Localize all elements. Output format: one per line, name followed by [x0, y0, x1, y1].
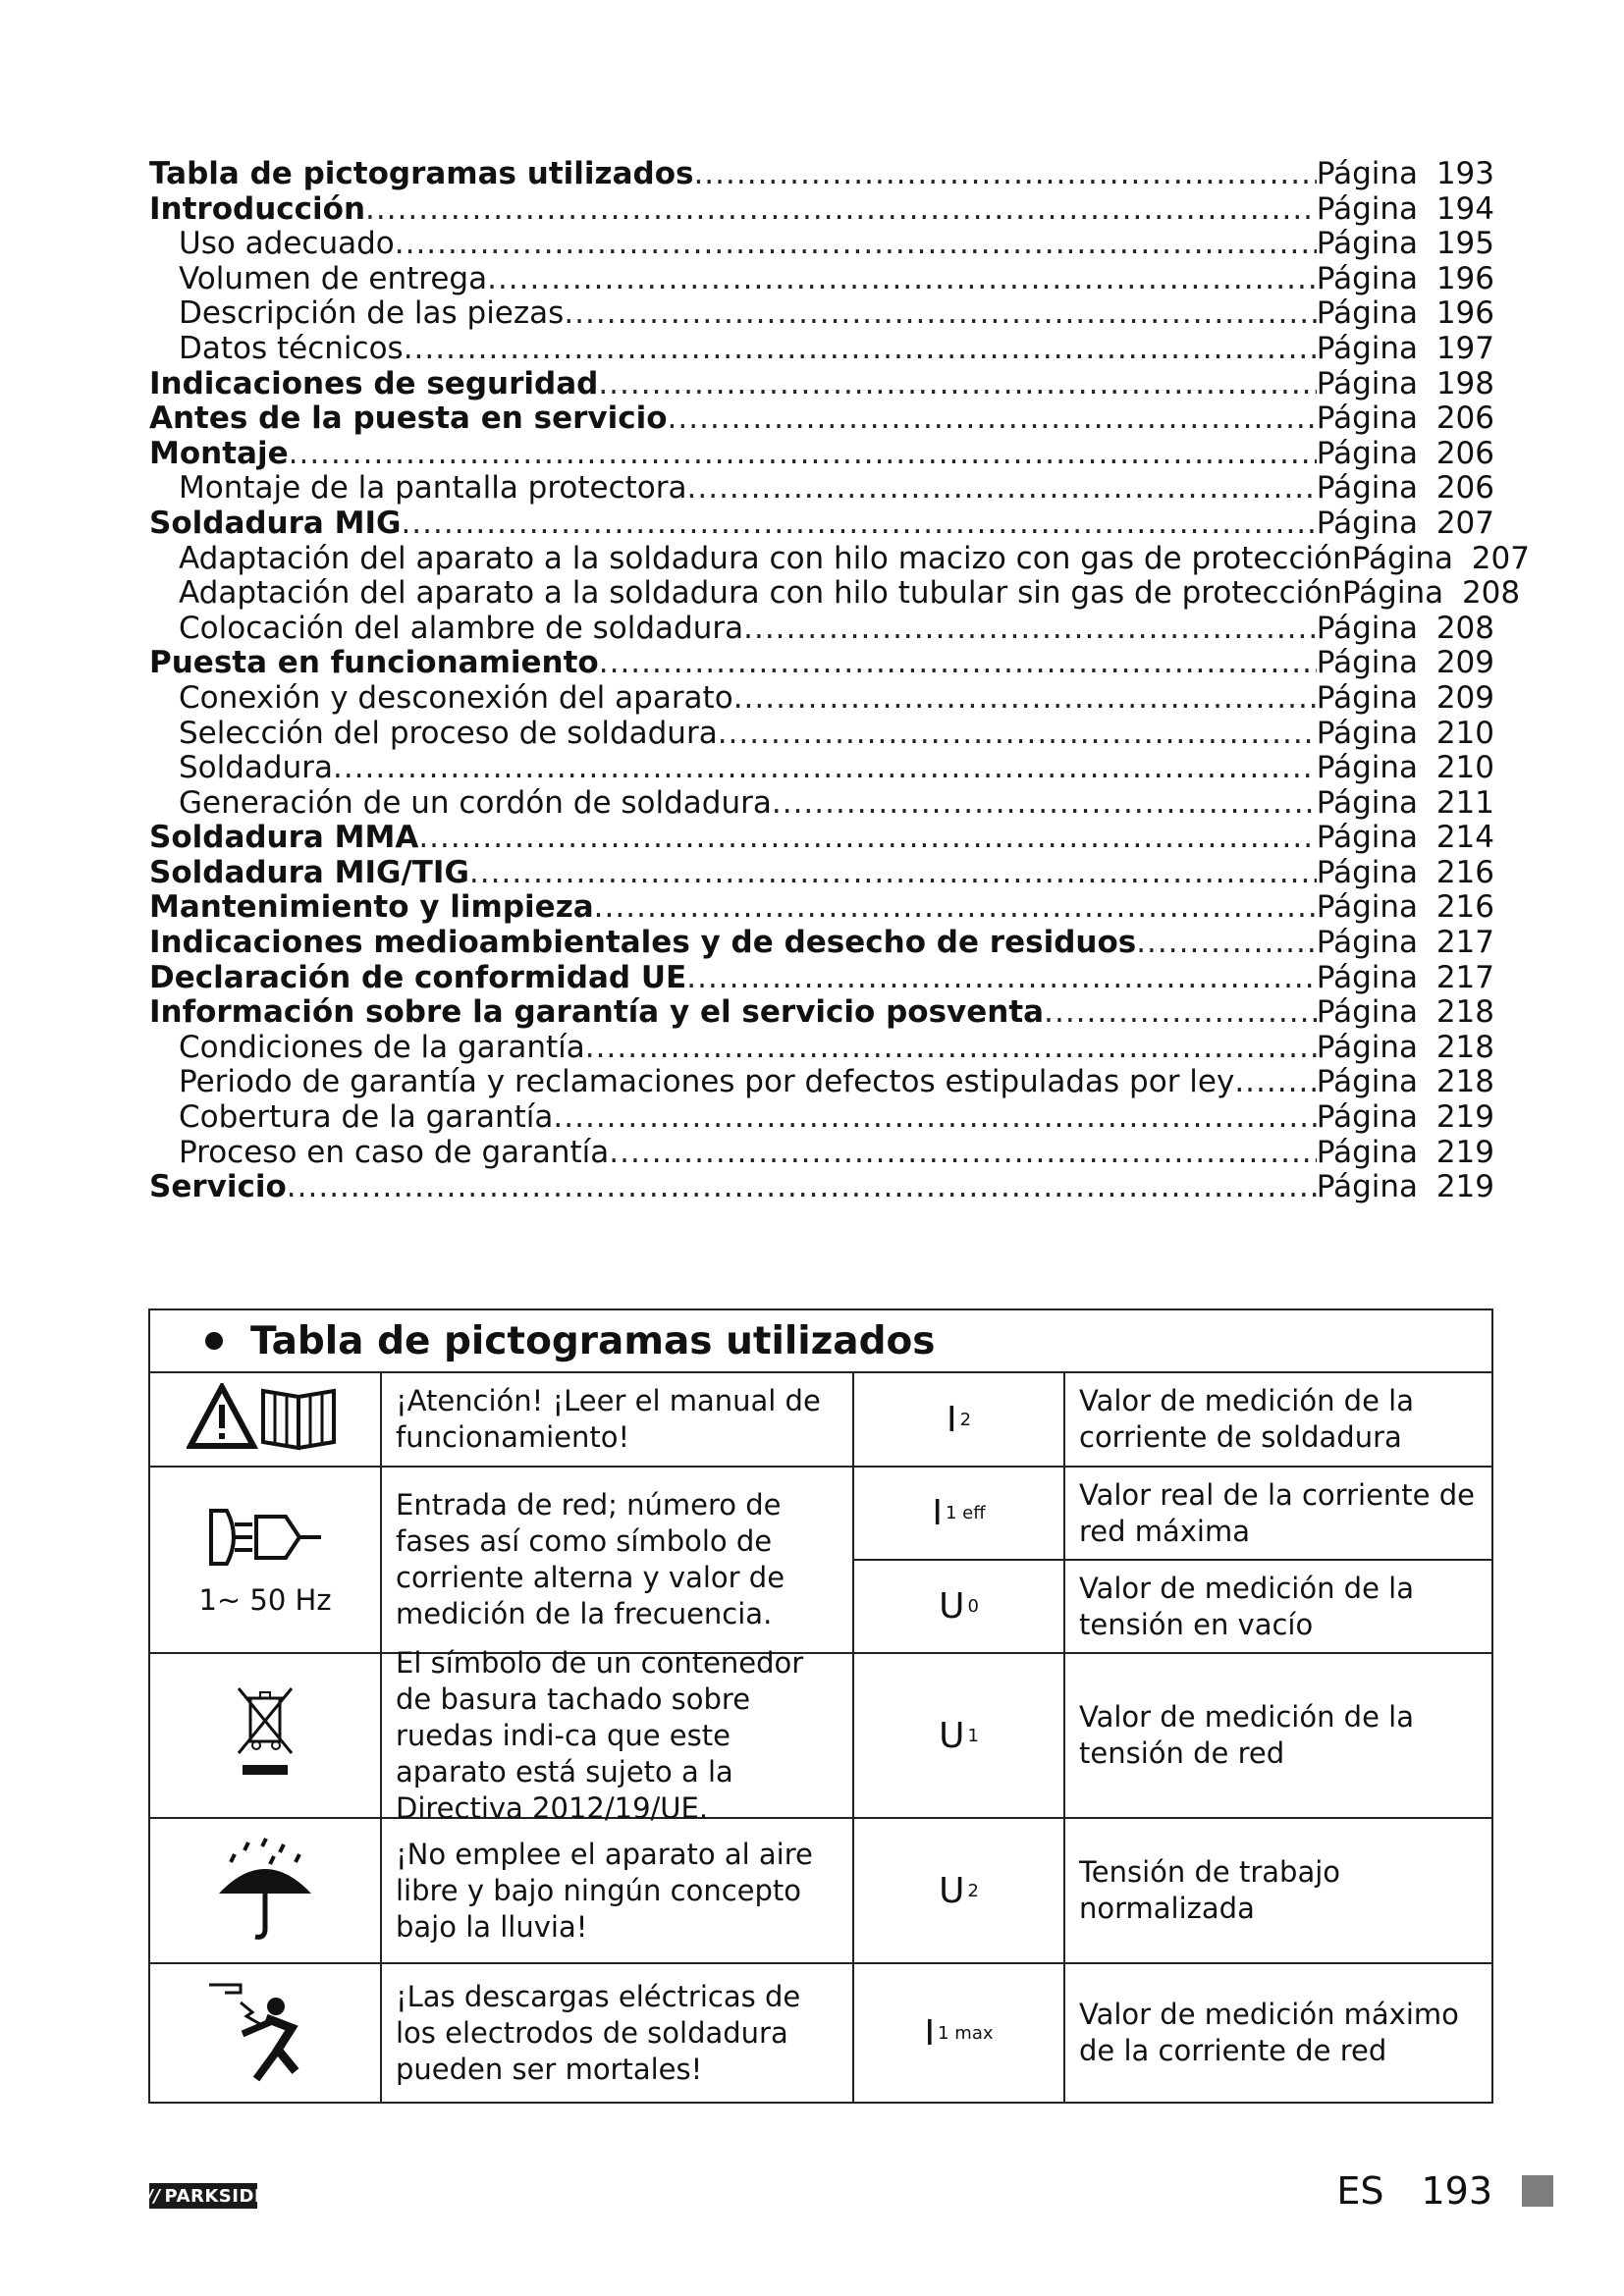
pictogram-row [150, 1964, 1491, 2102]
pictogram-table [148, 1308, 1493, 2104]
toc-page-word: Página [1316, 959, 1418, 995]
toc-entry [149, 786, 1494, 822]
toc-page-number: 195 [1435, 226, 1494, 262]
toc-page-word: Página [1316, 400, 1418, 437]
toc-leader-dots [1234, 1065, 1316, 1100]
toc-page-number: 196 [1435, 260, 1494, 296]
toc-leader-dots [1044, 995, 1317, 1031]
toc-entry [149, 192, 1494, 228]
toc-entry-label: Soldadura [179, 750, 333, 786]
symbol-column [854, 1468, 1491, 1652]
pictogram-description: ¡Atención! ¡Leer el manual de funcionamiento! [382, 1373, 854, 1466]
toc-page-word: Página [1316, 226, 1418, 262]
toc-leader-dots [333, 751, 1317, 786]
toc-page-number: 211 [1435, 784, 1494, 821]
electrical-symbol: I 1 eff [854, 1468, 1065, 1559]
symbol-row [854, 1964, 1491, 2102]
toc-page-word: Página [1316, 295, 1418, 332]
toc-page-word: Página [1316, 505, 1418, 541]
language-code: ES [1336, 2169, 1384, 2213]
toc-entry-label: Mantenimiento y limpieza [149, 889, 594, 926]
toc-page-word: Página [1316, 260, 1418, 296]
parkside-logo: /// PARKSIDE [149, 2183, 257, 2209]
toc-entry-label: Volumen de entrega [179, 260, 488, 296]
electrical-symbol: U 0 [854, 1561, 1065, 1652]
toc-page-word: Página [1316, 610, 1418, 646]
toc-entry-label: Montaje [149, 435, 289, 471]
toc-entry-label: Soldadura MIG/TIG [149, 854, 469, 890]
symbol-description: Valor real de la corriente de red máxima [1079, 1477, 1475, 1548]
toc-page-number: 219 [1435, 1169, 1494, 1205]
toc-page-word: Página [1316, 994, 1418, 1031]
toc-entry [149, 296, 1494, 332]
toc-entry [149, 1170, 1494, 1205]
toc-page-word: Página [1316, 1064, 1418, 1100]
toc-entry [149, 856, 1494, 891]
pictogram-table-title: Tabla de pictogramas utilizados [250, 1318, 936, 1363]
symbol-row [854, 1561, 1491, 1652]
electrical-symbol: I 2 [854, 1373, 1065, 1466]
toc-entry [149, 1136, 1494, 1171]
toc-entry-label: Soldadura MIG [149, 505, 402, 541]
toc-page-number: 207 [1471, 540, 1530, 576]
toc-entry-label: Datos técnicos [179, 330, 404, 366]
toc-entry [149, 367, 1494, 402]
toc-entry-label: Antes de la puesta en servicio [149, 400, 668, 437]
toc-entry-label: Servicio [149, 1169, 287, 1205]
toc-entry [149, 1100, 1494, 1136]
toc-entry-label: Indicaciones medioambientales y de desecho de residuos [149, 925, 1137, 961]
toc-leader-dots [598, 367, 1316, 402]
page-number: 193 [1421, 2169, 1492, 2213]
toc-page-word: Página [1316, 435, 1418, 471]
symbol-row [854, 1468, 1491, 1561]
pictogram-row [150, 1468, 1491, 1654]
toc-leader-dots [395, 227, 1317, 262]
toc-page-word: Página [1316, 889, 1418, 926]
symbol-description: Tensión de trabajo normalizada [1079, 1855, 1341, 1925]
toc-page-number: 206 [1435, 470, 1494, 507]
toc-leader-dots [733, 681, 1317, 717]
toc-entry [149, 401, 1494, 437]
pictogram-row [150, 1645, 1491, 1825]
table-of-contents [149, 156, 1530, 1205]
toc-page-word: Página [1316, 1169, 1418, 1205]
toc-entry-label: Introducción [149, 190, 366, 227]
toc-leader-dots [287, 1170, 1317, 1205]
toc-entry [149, 646, 1494, 681]
pictogram-row [150, 1373, 1491, 1468]
pictogram-icon-cell [150, 1373, 382, 1466]
toc-page-word: Página [1316, 750, 1418, 786]
toc-entry-label: Colocación del alambre de soldadura [179, 610, 744, 646]
toc-page-word: Página [1316, 156, 1418, 191]
toc-page-number: 210 [1435, 715, 1494, 751]
toc-entry [149, 507, 1494, 542]
square-marker-icon [1522, 2175, 1553, 2207]
toc-leader-dots [289, 437, 1317, 472]
toc-leader-dots [564, 296, 1316, 332]
toc-page-number: 214 [1435, 820, 1494, 856]
pictogram-description: Entrada de red; número de fases así como símbolo de corriente alterna y valor de medición de la frecuencia. [382, 1468, 854, 1652]
toc-entry-label: Indicaciones de seguridad [149, 365, 599, 401]
toc-page-number: 219 [1435, 1099, 1494, 1136]
toc-entry-label: Soldadura MMA [149, 820, 419, 856]
toc-page-number: 216 [1435, 889, 1494, 926]
toc-page-number: 196 [1435, 295, 1494, 332]
toc-leader-dots [743, 612, 1317, 647]
pictogram-description: ¡Las descargas eléctricas de los electrodos de soldadura pueden ser mortales! [382, 1964, 854, 2102]
toc-entry-label: Descripción de las piezas [179, 295, 565, 332]
toc-leader-dots [487, 262, 1317, 297]
toc-entry [149, 995, 1494, 1031]
toc-page-word: Página [1316, 854, 1418, 890]
toc-page-number: 219 [1435, 1134, 1494, 1170]
toc-leader-dots [418, 821, 1316, 856]
symbol-row [854, 1654, 1491, 1817]
warning-manual-icon [187, 1383, 344, 1456]
toc-leader-dots [401, 507, 1316, 542]
toc-page-word: Página [1316, 365, 1418, 401]
frequency-caption: 1~ 50 Hz [198, 1583, 332, 1617]
toc-leader-dots [686, 961, 1317, 996]
toc-entry-label: Periodo de garantía y reclamaciones por defectos estipuladas por ley [179, 1064, 1235, 1100]
toc-entry [149, 681, 1494, 717]
symbol-column [854, 1819, 1491, 1962]
toc-leader-dots [469, 856, 1317, 891]
toc-entry [149, 1031, 1494, 1066]
toc-page-word: Página [1316, 645, 1418, 681]
toc-page-number: 206 [1435, 400, 1494, 437]
toc-entry-label: Proceso en caso de garantía [179, 1134, 610, 1170]
toc-entry-label: Puesta en funcionamiento [149, 645, 599, 681]
toc-page-word: Página [1316, 1099, 1418, 1136]
toc-page-number: 193 [1435, 156, 1494, 191]
toc-page-word: Página [1316, 820, 1418, 856]
page-footer [1336, 2169, 1553, 2213]
symbol-description: Valor de medición de la tensión en vacío [1079, 1571, 1414, 1641]
toc-page-word: Página [1341, 575, 1444, 612]
symbol-column [854, 1964, 1491, 2102]
toc-entry-label: Condiciones de la garantía [179, 1029, 585, 1065]
toc-leader-dots [585, 1031, 1317, 1066]
toc-entry [149, 717, 1494, 752]
toc-entry [149, 332, 1494, 367]
pictogram-table-header [150, 1310, 1491, 1373]
toc-leader-dots [718, 717, 1317, 752]
toc-page-number: 208 [1461, 575, 1521, 612]
toc-leader-dots [594, 890, 1317, 926]
symbol-description: Valor de medición máximo de la corriente de red [1079, 1998, 1459, 2067]
toc-leader-dots [609, 1136, 1316, 1171]
toc-page-word: Página [1351, 540, 1453, 576]
toc-leader-dots [668, 401, 1317, 437]
toc-page-number: 194 [1435, 190, 1494, 227]
toc-entry-label: Información sobre la garantía y el servicio posventa [149, 994, 1045, 1031]
toc-page-number: 218 [1435, 1029, 1494, 1065]
toc-leader-dots [553, 1100, 1316, 1136]
toc-entry [149, 926, 1494, 961]
toc-entry [149, 540, 1530, 577]
mains-plug-icon [201, 1503, 329, 1575]
toc-entry [149, 821, 1494, 856]
toc-entry-label: Generación de un cordón de soldadura [179, 784, 772, 821]
toc-page-number: 208 [1435, 610, 1494, 646]
pictogram-icon-cell [150, 1468, 382, 1652]
toc-page-number: 207 [1435, 505, 1494, 541]
toc-entry [149, 890, 1494, 926]
toc-entry-label: Uso adecuado [179, 226, 395, 262]
electrical-symbol: I 1 max [854, 1964, 1065, 2102]
toc-entry [149, 612, 1494, 647]
toc-entry-label: Adaptación del aparato a la soldadura con hilo tubular sin gas de protección [179, 575, 1342, 612]
electrical-symbol: U 2 [854, 1819, 1065, 1962]
toc-entry [149, 471, 1494, 507]
toc-leader-dots [687, 471, 1317, 507]
toc-page-word: Página [1316, 679, 1418, 716]
toc-entry [149, 751, 1494, 786]
toc-entry [149, 961, 1494, 996]
toc-entry [149, 157, 1494, 192]
pictogram-description: ¡No emplee el aparato al aire libre y bajo ningún concepto bajo la lluvia! [382, 1819, 854, 1962]
toc-page-word: Página [1316, 1134, 1418, 1170]
toc-entry [149, 227, 1494, 262]
symbol-row [854, 1819, 1491, 1962]
toc-entry [149, 262, 1494, 297]
symbol-description: Valor de medición de la corriente de soldadura [1079, 1384, 1414, 1454]
toc-page-number: 209 [1435, 679, 1494, 716]
toc-page-number: 206 [1435, 435, 1494, 471]
toc-page-word: Página [1316, 715, 1418, 751]
electrical-symbol: U 1 [854, 1654, 1065, 1817]
toc-page-number: 217 [1435, 925, 1494, 961]
toc-entry-label: Conexión y desconexión del aparato [179, 679, 733, 716]
toc-leader-dots [365, 192, 1317, 228]
toc-page-word: Página [1316, 1029, 1418, 1065]
symbol-description: Valor de medición de la tensión de red [1079, 1700, 1414, 1770]
toc-entry [149, 575, 1521, 612]
toc-entry-label: Montaje de la pantalla protectora [179, 470, 687, 507]
toc-leader-dots [693, 157, 1316, 192]
symbol-row [854, 1373, 1491, 1466]
pictogram-icon-cell [150, 1819, 382, 1962]
toc-leader-dots [404, 332, 1317, 367]
toc-page-word: Página [1316, 330, 1418, 366]
electric-shock-icon [201, 1977, 329, 2089]
toc-page-number: 217 [1435, 959, 1494, 995]
pictogram-row [150, 1819, 1491, 1964]
toc-page-number: 218 [1435, 994, 1494, 1031]
symbol-column [854, 1654, 1491, 1817]
toc-page-word: Página [1316, 784, 1418, 821]
toc-page-number: 197 [1435, 330, 1494, 366]
toc-page-word: Página [1316, 470, 1418, 507]
toc-entry-label: Selección del proceso de soldadura [179, 715, 718, 751]
toc-leader-dots [772, 786, 1317, 822]
toc-entry-label: Cobertura de la garantía [179, 1099, 554, 1136]
toc-page-word: Página [1316, 925, 1418, 961]
toc-entry [149, 437, 1494, 472]
toc-page-number: 216 [1435, 854, 1494, 890]
toc-page-number: 218 [1435, 1064, 1494, 1100]
toc-entry-label: Tabla de pictogramas utilizados [149, 156, 694, 191]
toc-page-number: 209 [1435, 645, 1494, 681]
toc-page-number: 198 [1435, 365, 1494, 401]
toc-leader-dots [1136, 926, 1317, 961]
toc-entry-label: Declaración de conformidad UE [149, 959, 687, 995]
symbol-column [854, 1373, 1491, 1466]
toc-page-number: 210 [1435, 750, 1494, 786]
toc-page-word: Página [1316, 190, 1418, 227]
pictogram-description: El símbolo de un contenedor de basura tachado sobre ruedas indi-ca que este aparato está sujeto a la Directiva 2012/19/UE. [382, 1654, 854, 1817]
bullet-icon [205, 1332, 223, 1350]
crossed-bin-icon [231, 1684, 299, 1787]
toc-entry [149, 1065, 1494, 1100]
pictogram-icon-cell [150, 1654, 382, 1817]
toc-leader-dots [599, 646, 1317, 681]
toc-entry-label: Adaptación del aparato a la soldadura con hilo macizo con gas de protección [179, 540, 1352, 576]
umbrella-rain-icon [211, 1835, 319, 1947]
pictogram-icon-cell [150, 1964, 382, 2102]
